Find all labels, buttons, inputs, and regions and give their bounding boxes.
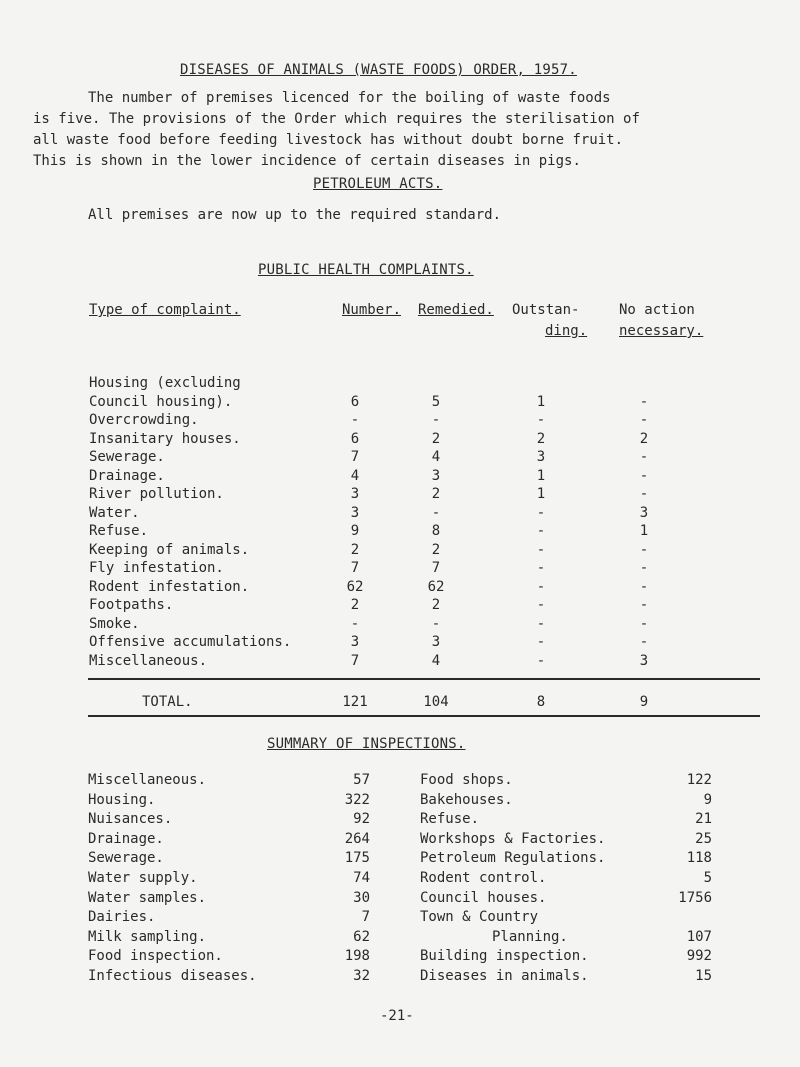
col-header-noaction-1: No action [619, 302, 695, 318]
complaint-number: 6 [350, 393, 360, 410]
summary-value: 107 [686, 928, 712, 945]
complaint-type: Footpaths. [89, 597, 174, 613]
complaint-no-action: - [639, 634, 649, 650]
complaint-remedied: 2 [431, 430, 441, 447]
complaint-number: 3 [350, 634, 360, 650]
complaint-outstanding: - [536, 597, 546, 613]
summary-label: Rodent control. [420, 870, 547, 886]
summary-label: Bakehouses. [420, 791, 513, 808]
summary-value: 21 [695, 811, 712, 828]
summary-label: Water samples. [88, 889, 207, 906]
summary-label: Milk sampling. [88, 928, 207, 945]
intro-line: all waste food before feeding livestock has without doubt borne fruit. [33, 132, 624, 148]
total-label: TOTAL. [142, 694, 193, 710]
summary-label: Workshops & Factories. [420, 830, 606, 847]
complaint-type: Sewerage. [89, 449, 165, 465]
petroleum-text: All premises are now up to the required standard. [88, 207, 502, 223]
summary-value: 32 [353, 968, 370, 984]
summary-label: Sewerage. [88, 850, 164, 867]
total-no-action: 9 [639, 694, 649, 710]
complaint-number: 2 [350, 597, 360, 613]
summary-value: 198 [344, 948, 370, 965]
total-rule-bottom [88, 715, 760, 717]
intro-line: This is shown in the lower incidence of certain diseases in pigs. [33, 153, 581, 169]
complaint-outstanding: - [536, 615, 546, 632]
complaint-outstanding: 2 [536, 430, 546, 447]
complaint-remedied: 2 [431, 541, 441, 558]
summary-label: Town & Country [420, 909, 539, 926]
complaint-type: Refuse. [89, 523, 149, 539]
page-number: -21- [380, 1008, 414, 1024]
complaint-type: Drainage. [89, 467, 165, 484]
summary-value: 118 [686, 850, 712, 867]
summary-heading: SUMMARY OF INSPECTIONS. [267, 736, 466, 752]
complaint-type: Insanitary houses. [89, 430, 241, 447]
complaint-type: Water. [89, 504, 140, 521]
complaint-number: 2 [350, 541, 360, 558]
complaint-remedied: 5 [431, 393, 441, 410]
total-number: 121 [342, 694, 368, 710]
summary-value: 74 [353, 870, 370, 886]
complaint-remedied: 4 [431, 449, 441, 465]
complaint-outstanding: - [536, 652, 546, 669]
summary-label: Water supply. [88, 870, 198, 886]
col-header-number: Number. [342, 302, 402, 318]
complaint-type: Miscellaneous. [89, 652, 208, 669]
summary-label: Food inspection. [88, 948, 223, 965]
complaint-no-action: - [639, 412, 649, 428]
summary-value: 9 [703, 791, 712, 808]
complaint-type: Rodent infestation. [89, 578, 250, 595]
complaint-outstanding: - [536, 634, 546, 650]
summary-value: 57 [353, 772, 370, 788]
complaint-remedied: 2 [431, 597, 441, 613]
complaint-no-action: 1 [639, 523, 649, 539]
complaint-type: Council housing). [89, 393, 233, 410]
complaint-no-action: 3 [639, 652, 649, 669]
intro-line: The number of premises licenced for the boiling of waste foods [88, 90, 611, 106]
complaint-no-action: - [639, 393, 649, 410]
complaint-number: 7 [350, 449, 360, 465]
complaint-remedied: 3 [431, 634, 441, 650]
complaint-type: Smoke. [89, 615, 140, 632]
complaint-outstanding: 1 [536, 486, 546, 502]
complaint-number: 7 [350, 560, 360, 576]
summary-value: 175 [344, 850, 370, 867]
intro-line: is five. The provisions of the Order which requires the sterilisation of [33, 111, 640, 127]
complaint-no-action: - [639, 541, 649, 558]
summary-label: Petroleum Regulations. [420, 850, 606, 867]
col-header-outstanding-1: Outstan- [512, 302, 580, 318]
summary-label: Dairies. [88, 909, 156, 926]
complaint-outstanding: 3 [536, 449, 546, 465]
summary-label: Drainage. [88, 830, 164, 847]
complaint-number: 6 [350, 430, 360, 447]
complaint-outstanding: - [536, 412, 546, 428]
complaint-remedied: 8 [431, 523, 441, 539]
complaint-number: 62 [346, 578, 364, 595]
complaint-outstanding: 1 [536, 393, 546, 410]
total-rule-top [88, 678, 760, 680]
complaint-no-action: 3 [639, 504, 649, 521]
summary-label: Nuisances. [88, 811, 173, 828]
complaint-remedied: 7 [431, 560, 441, 576]
complaint-outstanding: - [536, 504, 546, 521]
summary-value: 62 [353, 928, 370, 945]
complaint-type: Fly infestation. [89, 560, 224, 576]
complaint-type: Offensive accumulations. [89, 634, 292, 650]
complaint-number: 4 [350, 467, 360, 484]
complaint-type: River pollution. [89, 486, 224, 502]
summary-label: Building inspection. [420, 948, 589, 965]
intro-paragraph [33, 88, 793, 172]
complaint-remedied: - [431, 504, 441, 521]
complaint-outstanding: 1 [536, 467, 546, 484]
complaint-outstanding: - [536, 578, 546, 595]
complaint-remedied: 62 [427, 578, 445, 595]
complaint-no-action: - [639, 467, 649, 484]
summary-label: Diseases in animals. [420, 968, 589, 984]
complaint-remedied: 2 [431, 486, 441, 502]
page-title: DISEASES OF ANIMALS (WASTE FOODS) ORDER, 1957. [180, 62, 577, 78]
complaint-number: - [350, 615, 360, 632]
complaint-no-action: - [639, 615, 649, 632]
col-header-type: Type of complaint. [89, 302, 241, 318]
complaint-number: 3 [350, 504, 360, 521]
summary-value: 5 [703, 870, 712, 886]
complaint-number: 7 [350, 652, 360, 669]
summary-label: Housing. [88, 791, 156, 808]
summary-value: 264 [344, 830, 370, 847]
summary-label: Food shops. [420, 772, 513, 788]
summary-value: 15 [695, 968, 712, 984]
complaints-heading: PUBLIC HEALTH COMPLAINTS. [258, 262, 474, 278]
total-remedied: 104 [423, 694, 449, 710]
summary-value: 992 [686, 948, 712, 965]
complaint-remedied: - [431, 412, 441, 428]
complaint-no-action: - [639, 578, 649, 595]
complaint-type: Keeping of animals. [89, 541, 250, 558]
col-header-outstanding-2: ding. [545, 323, 588, 339]
complaint-no-action: - [639, 597, 649, 613]
complaint-number: 3 [350, 486, 360, 502]
complaint-outstanding: - [536, 523, 546, 539]
complaint-outstanding: - [536, 560, 546, 576]
complaint-no-action: - [639, 449, 649, 465]
petroleum-heading: PETROLEUM ACTS. [313, 176, 443, 192]
col-header-noaction-2: necessary. [619, 323, 704, 339]
complaint-no-action: 2 [639, 430, 649, 447]
complaint-number: - [350, 412, 360, 428]
summary-label: Planning. [492, 928, 568, 945]
summary-value: 322 [344, 791, 370, 808]
col-header-remedied: Remedied. [418, 302, 494, 318]
summary-value: 1756 [678, 889, 712, 906]
complaint-type: Overcrowding. [89, 412, 199, 428]
summary-label: Miscellaneous. [88, 772, 207, 788]
complaint-remedied: 3 [431, 467, 441, 484]
summary-label: Refuse. [420, 811, 480, 828]
complaint-no-action: - [639, 560, 649, 576]
summary-value: 92 [353, 811, 370, 828]
complaint-type: Housing (excluding [89, 375, 241, 391]
total-outstanding: 8 [536, 694, 546, 710]
complaint-remedied: - [431, 615, 441, 632]
complaint-outstanding: - [536, 541, 546, 558]
complaint-remedied: 4 [431, 652, 441, 669]
summary-value: 25 [695, 830, 712, 847]
summary-label: Council houses. [420, 889, 547, 906]
summary-value: 30 [353, 889, 370, 906]
summary-value: 122 [686, 772, 712, 788]
summary-label: Infectious diseases. [88, 968, 257, 984]
complaint-no-action: - [639, 486, 649, 502]
summary-value: 7 [361, 909, 370, 926]
complaint-number: 9 [350, 523, 360, 539]
